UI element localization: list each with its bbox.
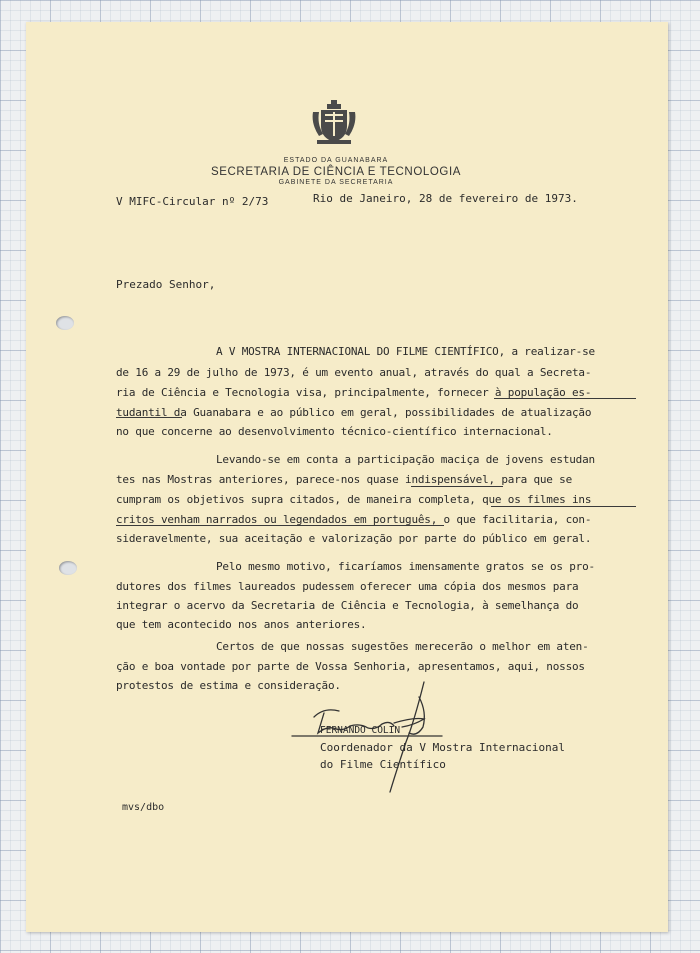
text-line: tudantil da Guanabara e ao público em geral, possibilidades de atualização xyxy=(116,406,592,419)
place-date: Rio de Janeiro, 28 de fevereiro de 1973. xyxy=(313,192,578,205)
text-line: Levando-se em conta a participação maciça de jovens estudan xyxy=(216,453,595,466)
signatory-title: do Filme Científico xyxy=(320,758,446,771)
text-line: cumpram os objetivos supra citados, de maneira completa, que os filmes ins xyxy=(116,493,592,506)
text-line: protestos de estima e consideração. xyxy=(116,679,341,692)
typist-initials: mvs/dbo xyxy=(122,802,165,813)
pen-underline xyxy=(116,524,444,526)
letterhead-state: ESTADO DA GUANABARA xyxy=(283,157,389,164)
text-line: que tem acontecido nos anos anteriores. xyxy=(116,618,367,631)
pen-underline xyxy=(491,505,636,507)
circular-reference: V MIFC-Circular nº 2/73 xyxy=(116,195,269,208)
signatory-title: Coordenador da V Mostra Internacional xyxy=(320,741,566,754)
text-line: dutores dos filmes laureados pudessem oferecer uma cópia dos mesmos para xyxy=(116,580,579,593)
text-line: critos venham narrados ou legendados em português, o que facilitaria, con- xyxy=(116,513,592,526)
text-line: integrar o acervo da Secretaria de Ciência e Tecnologia, à semelhança do xyxy=(116,599,579,612)
letter-page xyxy=(26,22,668,932)
text-line: sideravelmente, sua aceitação e valorização por parte do público em geral. xyxy=(116,532,592,545)
text-line: tes nas Mostras anteriores, parece-nos quase indispensável, para que se xyxy=(116,473,573,486)
pen-underline xyxy=(494,397,636,399)
text-line: ria de Ciência e Tecnologia visa, principalmente, fornecer à população es- xyxy=(116,386,592,399)
punch-hole xyxy=(56,316,74,330)
signatory-name: FERNANDO COLIN xyxy=(320,725,401,736)
text-line: Pelo mesmo motivo, ficaríamos imensamente gratos se os pro- xyxy=(216,560,595,573)
letterhead-secretariat: SECRETARIA DE CIÊNCIA E TECNOLOGIA xyxy=(210,166,462,178)
text-line: A V MOSTRA INTERNACIONAL DO FILME CIENTÍFICO, a realizar-se xyxy=(216,345,595,358)
letterhead-office: GABINETE DA SECRETARIA xyxy=(278,179,394,186)
salutation: Prezado Senhor, xyxy=(116,278,216,291)
text-line: Certos de que nossas sugestões merecerão o melhor em aten- xyxy=(216,640,589,653)
handwritten-signature-icon xyxy=(284,677,464,797)
pen-underline xyxy=(411,485,503,487)
text-line: ção e boa vontade por parte de Vossa Senhoria, apresentamos, aqui, nossos xyxy=(116,660,585,673)
text-line: de 16 a 29 de julho de 1973, é um evento anual, através do qual a Secreta- xyxy=(116,366,592,379)
coat-of-arms-icon xyxy=(309,98,359,148)
pen-underline xyxy=(116,416,182,418)
punch-hole xyxy=(59,561,77,575)
text-line: no que concerne ao desenvolvimento técnico-científico internacional. xyxy=(116,425,553,438)
